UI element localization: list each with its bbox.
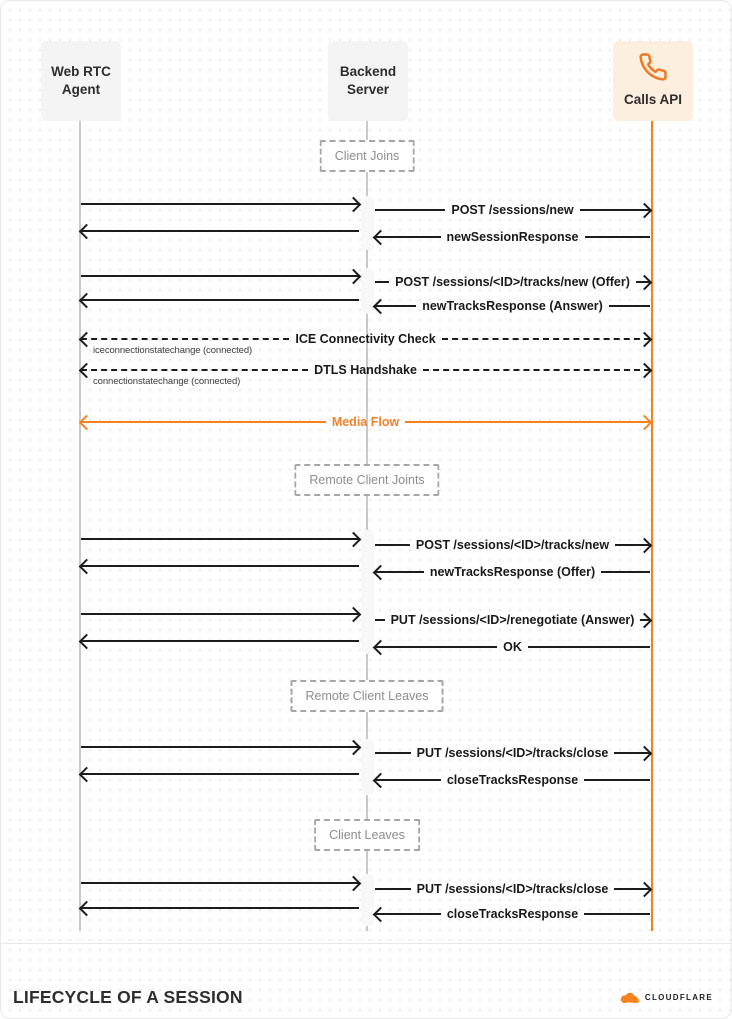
message-label: newTracksResponse (Answer) — [422, 299, 603, 313]
message-label: closeTracksResponse — [446, 907, 579, 921]
message-post-sessions-new — [375, 202, 650, 218]
ice-event-note: iceconnectionstatechange (connected) — [93, 345, 253, 356]
arrowhead-right-icon — [637, 414, 653, 430]
arrow-line — [528, 646, 650, 648]
arrow-line — [375, 646, 497, 648]
message-relay-right — [81, 606, 359, 622]
arrowhead-left-icon — [373, 564, 389, 580]
message-label: ICE Connectivity Check — [295, 332, 436, 346]
actor-label: Agent — [61, 82, 101, 97]
message-label: POST /sessions/<ID>/tracks/new — [415, 538, 610, 552]
arrowhead-left-icon — [79, 292, 95, 308]
lifeline-calls-api — [651, 121, 653, 931]
lifeline-webrtc-agent — [79, 121, 81, 931]
activation-bar — [361, 874, 374, 926]
activation-bar — [361, 268, 374, 314]
arrow-line — [442, 338, 650, 340]
message-relay-left — [81, 633, 359, 649]
phase-client-leaves: Client Leaves — [314, 819, 420, 851]
message-relay-right — [81, 531, 359, 547]
message-relay-left — [81, 223, 359, 239]
message-label: newTracksResponse (Offer) — [429, 565, 596, 579]
arrowhead-right-icon — [637, 331, 653, 347]
arrow-line — [585, 236, 651, 238]
arrowhead-right-icon — [346, 268, 362, 284]
cloudflare-wordmark: CLOUDFLARE — [644, 992, 713, 1002]
message-relay-left — [81, 900, 359, 916]
arrow-line — [81, 275, 359, 277]
message-put-tracks-close-final — [375, 881, 650, 897]
message-post-tracks-new — [375, 537, 650, 553]
message-relay-right — [81, 196, 359, 212]
arrowhead-right-icon — [637, 745, 653, 761]
arrow-line — [81, 907, 359, 909]
cloudflare-logo — [616, 991, 713, 1003]
message-ok — [375, 639, 650, 655]
arrow-line — [81, 203, 359, 205]
message-close-tracks-response — [375, 772, 650, 788]
message-relay-left — [81, 766, 359, 782]
arrow-line — [375, 752, 411, 754]
arrowhead-left-icon — [373, 229, 389, 245]
arrow-line — [405, 421, 650, 423]
actor-label: Calls API — [623, 92, 683, 108]
arrow-line — [375, 281, 389, 283]
arrow-line — [584, 779, 650, 781]
actor-label: Backend — [339, 63, 397, 79]
message-put-renegotiate — [375, 612, 650, 628]
message-label: POST /sessions/<ID>/tracks/new (Offer) — [395, 275, 630, 289]
message-relay-left — [81, 558, 359, 574]
actor-label: Web RTC — [51, 63, 111, 79]
activation-bar — [361, 196, 374, 250]
message-label: newSessionResponse — [446, 230, 579, 244]
arrowhead-left-icon — [79, 223, 95, 239]
message-label: PUT /sessions/<ID>/tracks/close — [416, 882, 609, 896]
arrowhead-left-icon — [79, 558, 95, 574]
arrow-line — [81, 369, 308, 371]
message-media-flow — [81, 414, 650, 430]
message-put-tracks-close — [375, 745, 650, 761]
message-relay-right — [81, 875, 359, 891]
arrowhead-right-icon — [637, 881, 653, 897]
actor-backend-server — [328, 41, 408, 121]
arrowhead-right-icon — [637, 202, 653, 218]
arrow-line — [81, 421, 326, 423]
activation-bar — [361, 739, 374, 795]
arrowhead-right-icon — [637, 274, 653, 290]
arrowhead-right-icon — [346, 531, 362, 547]
arrowhead-left-icon — [373, 298, 389, 314]
message-label: PUT /sessions/<ID>/tracks/close — [416, 746, 609, 760]
arrowhead-right-icon — [346, 196, 362, 212]
cloudflare-cloud-icon — [616, 991, 642, 1003]
arrow-line — [81, 299, 359, 301]
phase-client-joins: Client Joins — [320, 140, 415, 172]
phone-icon — [638, 52, 668, 82]
arrow-line — [81, 640, 359, 642]
arrowhead-left-icon — [79, 633, 95, 649]
page-title: LIFECYCLE OF A SESSION — [13, 987, 243, 1007]
arrow-line — [81, 565, 359, 567]
arrow-line — [375, 888, 411, 890]
actor-calls-api — [613, 41, 693, 121]
arrow-line — [375, 209, 445, 211]
arrowhead-right-icon — [637, 537, 653, 553]
footer-divider — [1, 943, 731, 944]
arrow-line — [81, 338, 289, 340]
arrow-line — [81, 773, 359, 775]
arrow-line — [81, 538, 359, 540]
arrow-line — [375, 544, 410, 546]
arrowhead-left-icon — [373, 639, 389, 655]
arrowhead-left-icon — [79, 331, 95, 347]
arrow-line — [81, 230, 359, 232]
message-label: PUT /sessions/<ID>/renegotiate (Answer) — [390, 613, 635, 627]
message-label: POST /sessions/new — [451, 203, 574, 217]
arrow-line — [601, 571, 650, 573]
message-label: DTLS Handshake — [314, 363, 417, 377]
arrowhead-left-icon — [79, 766, 95, 782]
actor-label: Server — [346, 82, 390, 97]
message-new-tracks-response-answer — [375, 298, 650, 314]
arrowhead-right-icon — [346, 739, 362, 755]
phase-remote-client-leaves: Remote Client Leaves — [291, 680, 444, 712]
arrowhead-left-icon — [373, 772, 389, 788]
phase-remote-client-joins: Remote Client Joints — [294, 464, 439, 496]
message-label: Media Flow — [331, 415, 400, 429]
message-relay-right — [81, 739, 359, 755]
message-new-session-response — [375, 229, 650, 245]
arrowhead-right-icon — [346, 606, 362, 622]
arrow-line — [81, 613, 359, 615]
arrow-line — [423, 369, 650, 371]
arrow-line — [609, 305, 650, 307]
message-label: OK — [503, 640, 522, 654]
dtls-event-note: connectionstatechange (connected) — [93, 376, 241, 387]
message-new-tracks-response-offer — [375, 564, 650, 580]
message-label: closeTracksResponse — [446, 773, 579, 787]
arrowhead-left-icon — [373, 906, 389, 922]
arrowhead-left-icon — [79, 900, 95, 916]
actor-webrtc-agent — [41, 41, 121, 121]
arrowhead-right-icon — [346, 875, 362, 891]
message-relay-left — [81, 292, 359, 308]
arrow-line — [375, 619, 385, 621]
activation-bar — [361, 530, 374, 654]
message-close-tracks-response-final — [375, 906, 650, 922]
arrow-line — [81, 746, 359, 748]
arrow-line — [584, 913, 650, 915]
message-relay-right — [81, 268, 359, 284]
arrow-line — [81, 882, 359, 884]
message-post-tracks-new-offer — [375, 274, 650, 290]
arrowhead-left-icon — [79, 414, 95, 430]
arrowhead-right-icon — [637, 362, 653, 378]
arrowhead-left-icon — [79, 362, 95, 378]
